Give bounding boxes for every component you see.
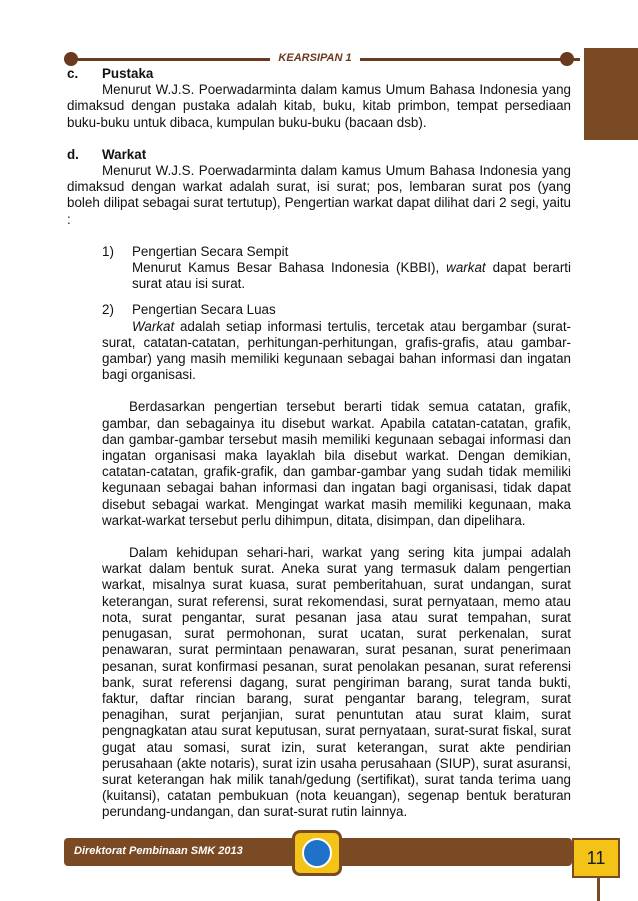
section-d-title: Warkat	[102, 146, 147, 162]
section-c-letter: c.	[67, 66, 79, 81]
list-item-number: 2)	[102, 302, 114, 318]
header-rule-right-dot	[560, 52, 574, 66]
header-rule-left-dot	[64, 52, 78, 66]
section-d-letter: d.	[67, 146, 79, 162]
section-c-paragraph: Menurut W.J.S. Poerwadarminta dalam kamus Umum Bahasa Indonesia yang dimaksud dengan pustaka adalah kitab, buku, kitab primbon, tempat persediaan buku-buku untuk dibaca, kumpulan buku-buku (bacaan dsb).	[67, 82, 571, 130]
list-item-number: 1)	[102, 243, 114, 259]
list-item	[102, 244, 571, 293]
page-number-stem	[597, 876, 600, 901]
page-number: 11	[572, 838, 620, 878]
definition-list	[102, 244, 571, 384]
list-item	[102, 302, 571, 383]
section-d-heading	[67, 147, 571, 163]
footer-text: Direktorat Pembinaan SMK 2013	[74, 845, 243, 857]
side-tab-block	[584, 48, 638, 140]
paragraph-letter-examples: Dalam kehidupan sehari-hari, warkat yang sering kita jumpai adalah warkat dalam bentuk surat. Aneka surat yang termasuk dalam pengertian warkat, misalnya surat kuasa, surat pemberitahuan, surat undangan, surat keterangan, surat referensi, surat rekomendasi, surat pernyataan, memo atau nota, surat pengantar, surat pesanan jasa atau surat tempahan, surat penugasan, surat permohonan, surat ucatan, surat perkenalan, surat penawaran, surat permintaan penawaran, surat pesanan, surat penerimaan pesanan, surat konfirmasi pesanan, surat penolakan pesanan, surat referensi bank, surat referensi dagang, surat pengiriman barang, surat tanda bukti, faktur, daftar rincian barang, surat pengantar barang, telegram, surat penagihan, surat perjanjian, surat penuntutan atau surat klaim, surat pengnagkatan atau surat keputusan, surat pernyataan, surat-surat fiskal, surat gugat atau somasi, surat izin, surat keterangan, surat akte pendirian perusahaan (akte notaris), surat izin usaha perusahaan (SIUP), surat asuransi, surat keterangan hak milik tanah/gedung (sertifikat), surat tanda terima uang (kuitansi), catatan pembukuan (nota keuangan), segenap bentuk beraturan perundang-undangan, dan surat-surat rutin lainnya.	[102, 545, 571, 820]
section-d-paragraph: Menurut W.J.S. Poerwadarminta dalam kamus Umum Bahasa Indonesia yang dimaksud dengan warkat adalah surat, isi surat; pos, lembaran surat pos (yang boleh dilipat sebagai surat tertutup), Pengertian warkat dapat dilihat dari 2 segi, yaitu :	[67, 163, 571, 227]
section-c-heading	[67, 66, 571, 82]
header-title: KEARSIPAN 1	[270, 48, 360, 68]
footer-logo-icon	[292, 830, 342, 876]
list-item-text: Warkat adalah setiap informasi tertulis, tercetak atau bergambar (surat-surat, catatan-catatan, perhitungan-perhitungan, grafis-grafis, atau gambar-gambar) yang masih memiliki kegunaan sebagai bahan informasi dan ingatan bagi organisasi.	[102, 318, 571, 383]
list-item-title: Pengertian Secara Luas	[132, 302, 276, 318]
page-body	[67, 66, 571, 821]
paragraph-block	[102, 399, 571, 820]
list-item-text: Menurut Kamus Besar Bahasa Indonesia (KBBI), warkat dapat berarti surat atau isi surat.	[132, 260, 572, 292]
list-item-title: Pengertian Secara Sempit	[132, 243, 289, 259]
section-c-title: Pustaka	[102, 66, 154, 81]
paragraph-definition-consequence: Berdasarkan pengertian tersebut berarti tidak semua catatan, grafik, gambar, dan sebagainya itu disebut warkat. Apabila catatan-catatan, grafik, dan gambar-gambar tersebut masih memiliki kegunaan sebagai informasi dan ingatan organisasi maka layaklah bila disebut warkat. Dengan demikian, catatan-catatan, grafik-grafik, dan gambar-gambar yang sudah tidak memiliki kegunaan sebagai bahan informasi dan ingatan bagi organisasi, tidak dapat disebut sebagai warkat. Mengingat warkat masih memiliki kegunaan, maka warkat-warkat tersebut perlu dihimpun, ditata, disimpan, dan dipelihara.	[102, 399, 571, 528]
